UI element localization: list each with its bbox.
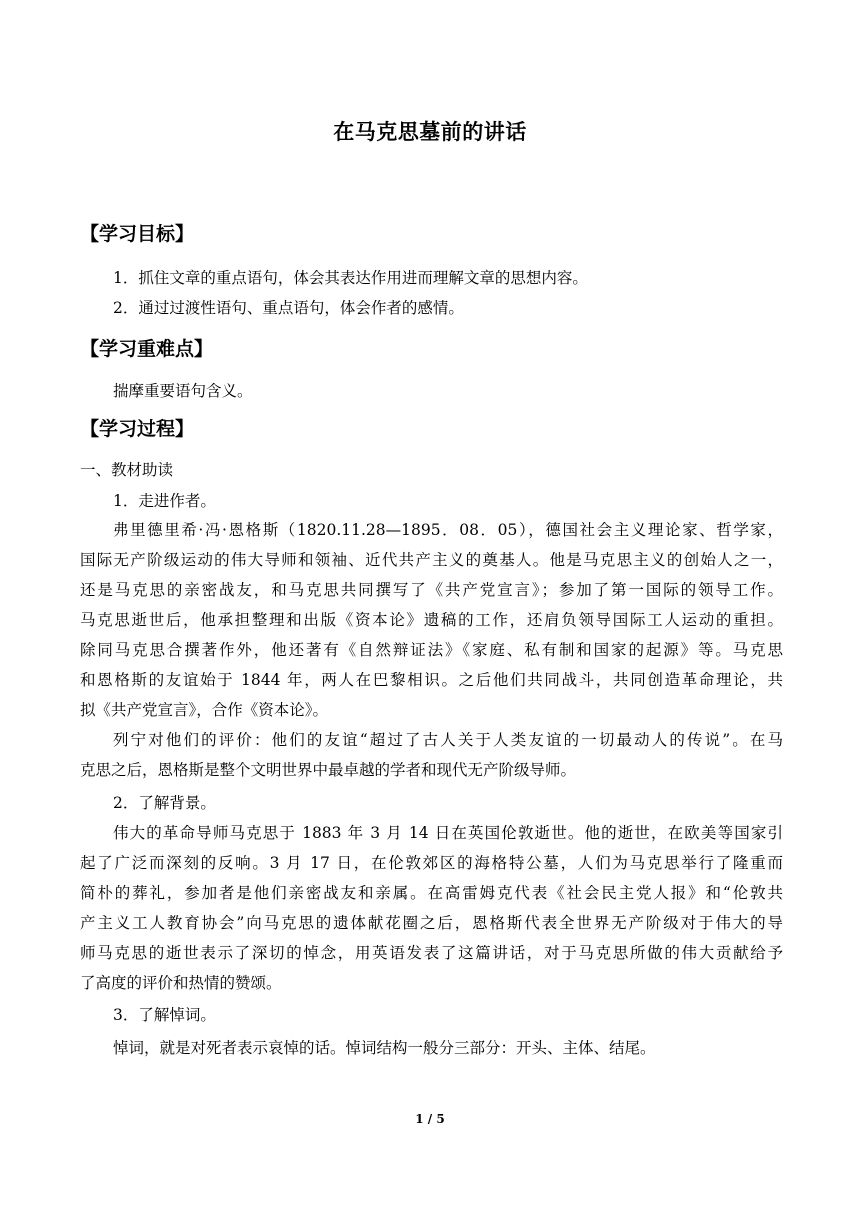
paragraph-line: 国际无产阶级运动的伟大导师和领袖、近代共产主义的奠基人。他是马克思主义的创始人之一，	[80, 551, 783, 569]
document-title: 在马克思墓前的讲话	[333, 120, 527, 144]
difficulty-1: 揣摩重要语句含义。	[113, 382, 253, 400]
paragraph-line: 和恩格斯的友谊始于 1844 年，两人在巴黎相识。之后他们共同战斗，共同创造革命理论，共	[80, 671, 783, 689]
paragraph-line: 了高度的评价和热情的赞颂。	[80, 974, 282, 992]
paragraph-line: 列宁对他们的评价：他们的友谊“超过了古人关于人类友谊的一切最动人的传说”。在马	[113, 731, 783, 749]
paragraph-line: 悼词，就是对死者表示哀悼的话。悼词结构一般分三部分：开头、主体、结尾。	[113, 1039, 656, 1057]
objectives-heading: 【学习目标】	[80, 223, 195, 245]
paragraph-line: 师马克思的逝世表示了深切的悼念，用英语发表了这篇讲话，对于马克思所做的伟大贡献给予	[80, 944, 783, 962]
objective-1: 1．抓住文章的重点语句，体会其表达作用进而理解文章的思想内容。	[113, 269, 588, 287]
part-1-heading: 一、教材助读	[80, 461, 174, 479]
item-3-heading: 3．了解悼词。	[113, 1006, 216, 1024]
paragraph-line: 起了广泛而深刻的反响。3 月 17 日，在伦敦郊区的海格特公墓，人们为马克思举行了隆重而	[80, 854, 783, 872]
objective-2: 2．通过过渡性语句、重点语句，体会作者的感情。	[113, 299, 464, 317]
item-1-heading: 1．走进作者。	[113, 492, 216, 510]
difficulties-heading: 【学习重难点】	[80, 338, 214, 360]
paragraph-line: 产主义工人教育协会”向马克思的遗体献花圈之后，恩格斯代表全世界无产阶级对于伟大的导	[80, 914, 783, 932]
paragraph-line: 还是马克思的亲密战友，和马克思共同撰写了《共产党宣言》；参加了第一国际的领导工作。	[80, 581, 783, 599]
paragraph-line: 拟《共产党宣言》，合作《资本论》。	[80, 701, 329, 719]
paragraph-line: 伟大的革命导师马克思于 1883 年 3 月 14 日在英国伦敦逝世。他的逝世，在欧美等国家引	[113, 824, 783, 842]
paragraph-line: 除同马克思合撰著作外，他还著有《自然辩证法》《家庭、私有制和国家的起源》等。马克思	[80, 641, 783, 659]
paragraph-line: 马克思逝世后，他承担整理和出版《资本论》遗稿的工作，还肩负领导国际工人运动的重担。	[80, 611, 783, 629]
paragraph-line: 简朴的葬礼，参加者是他们亲密战友和亲属。在高雷姆克代表《社会民主党人报》和“伦敦共	[80, 884, 783, 902]
item-2-heading: 2．了解背景。	[113, 794, 216, 812]
paragraph-line: 弗里德里希·冯·恩格斯（1820.11.28—1895．08．05），德国社会主义理论家、哲学家，	[113, 521, 783, 539]
process-heading: 【学习过程】	[80, 418, 195, 440]
page-number: 1 / 5	[415, 1112, 445, 1126]
paragraph-line: 克思之后，恩格斯是整个文明世界中最卓越的学者和现代无产阶级导师。	[80, 761, 577, 779]
